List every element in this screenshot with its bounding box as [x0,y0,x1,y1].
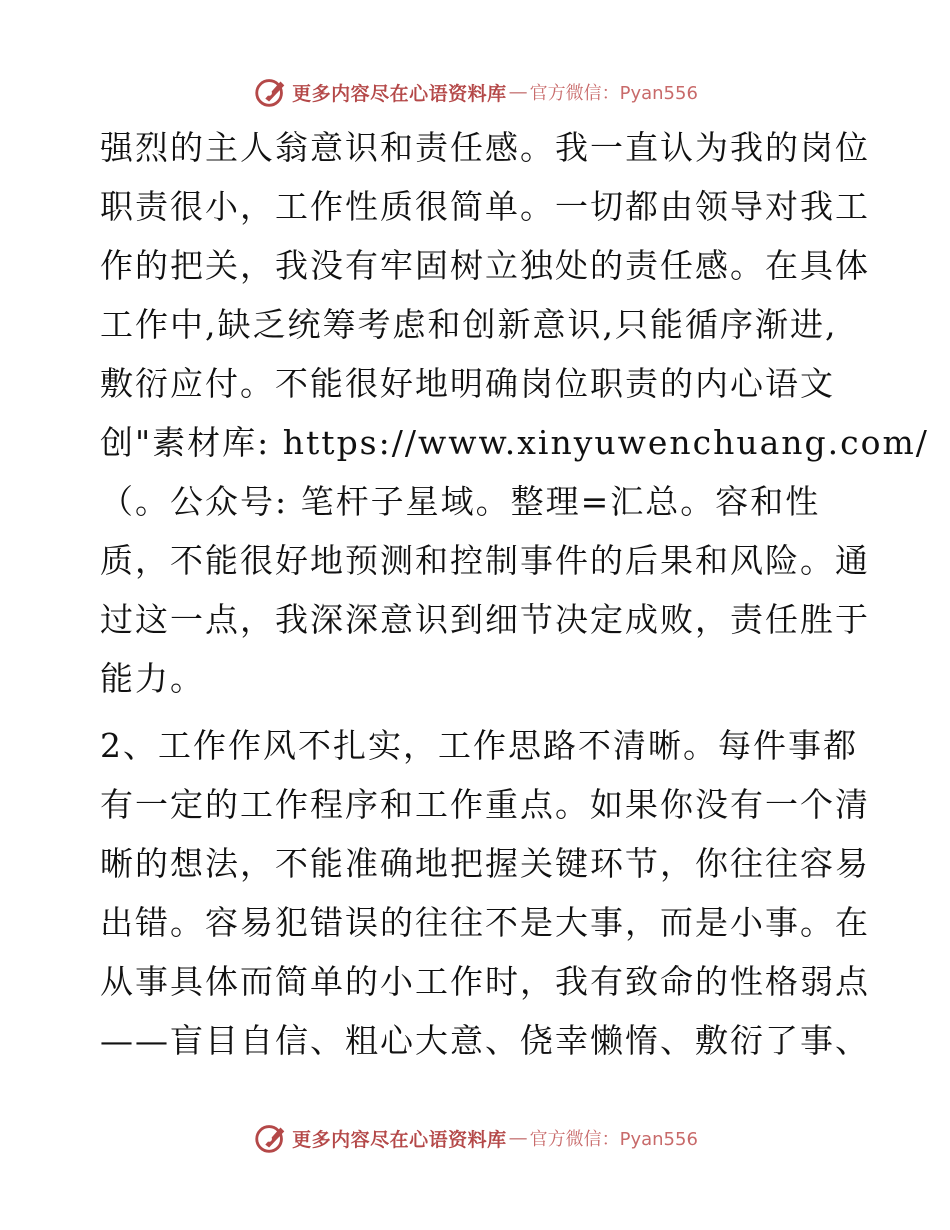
pen-logo-icon [252,1119,290,1157]
text-line: 晰的想法，不能准确地把握关键环节，你往往容易 [100,844,870,883]
header-watermark [0,72,950,112]
paragraph-gap [100,708,870,716]
paragraph-1 [100,118,929,708]
text-line: 工作中,缺乏统筹考虑和创新意识,只能循序渐进, [100,305,838,344]
footer-watermark [0,1118,950,1158]
watermark-contact: 官方微信：Pyan556 [529,83,698,104]
pen-logo-icon [252,73,290,111]
text-line: 2、工作作风不扎实，工作思路不清晰。每件事都 [100,726,858,765]
text-line: 能力。 [100,659,205,698]
watermark-separator: — [508,1127,528,1149]
watermark-label: 更多内容尽在心语资料库 [292,1128,507,1151]
text-line: 敷衍应付。不能很好地明确岗位职责的内心语文 [100,364,835,403]
text-line: 职责很小，工作性质很简单。一切都由领导对我工 [100,187,870,226]
text-line: 从事具体而简单的小工作时，我有致命的性格弱点 [100,962,870,1001]
watermark-separator: — [508,81,528,103]
text-line: 创"素材库: https://www.xinyuwenchuang.com/ [100,423,929,462]
text-line: 强烈的主人翁意识和责任感。我一直认为我的岗位 [100,128,870,167]
text-line: （。公众号: 笔杆子星域。整理=汇总。容和性 [100,482,821,521]
text-line: ——盲目自信、粗心大意、侥幸懒惰、敷衍了事、 [100,1021,870,1060]
watermark-label: 更多内容尽在心语资料库 [292,82,507,105]
paragraph-2 [100,716,870,1070]
text-line: 过这一点，我深深意识到细节决定成败，责任胜于 [100,600,870,639]
text-line: 有一定的工作程序和工作重点。如果你没有一个清 [100,785,870,824]
watermark-contact: 官方微信：Pyan556 [529,1129,698,1150]
text-line: 质，不能很好地预测和控制事件的后果和风险。通 [100,541,870,580]
text-line: 出错。容易犯错误的往往不是大事，而是小事。在 [100,903,870,942]
document-body [100,118,929,1070]
text-line: 作的把关，我没有牢固树立独处的责任感。在具体 [100,246,870,285]
